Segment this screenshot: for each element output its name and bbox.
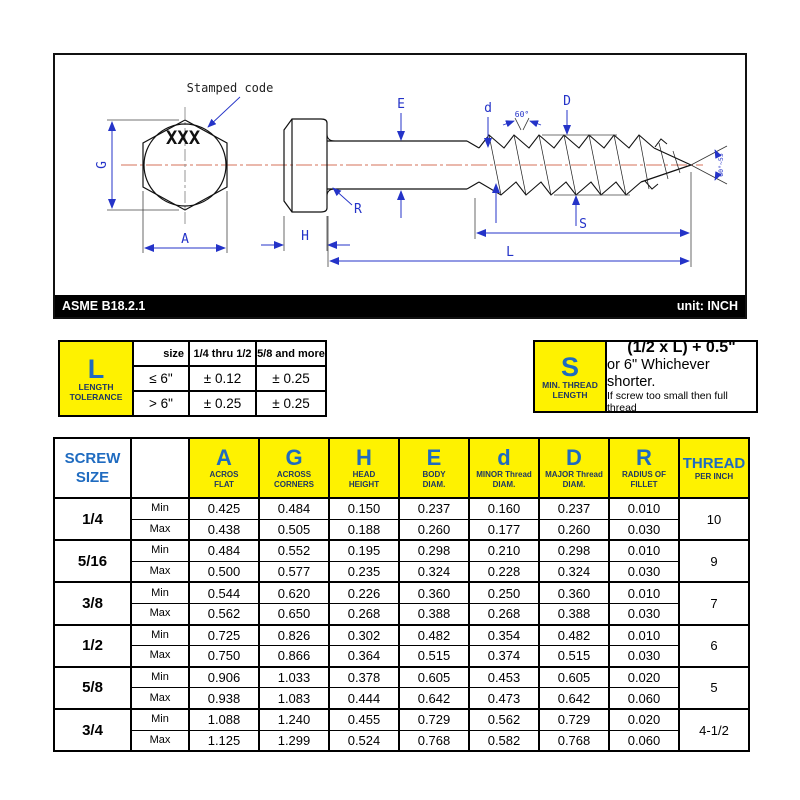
table-row: > 6" ± 0.25 ± 0.25 (59, 391, 326, 416)
thread-length-formula: (1/2 x L) + 0.5" (627, 338, 736, 356)
value-cell: 0.298 (539, 540, 609, 561)
value-cell: 0.642 (399, 688, 469, 709)
thread-angle-annotation (503, 110, 541, 130)
value-cell: 0.228 (469, 561, 539, 582)
max-label-cell: Max (131, 646, 189, 667)
value-cell: 0.505 (259, 519, 329, 540)
value-cell: 0.030 (609, 603, 679, 624)
spec-table (53, 437, 750, 752)
value-cell: 0.010 (609, 625, 679, 646)
screw-size-cell: 1/2 (54, 625, 131, 667)
table-row-min (54, 709, 749, 730)
svg-text:S: S (579, 217, 587, 232)
value-cell: 0.866 (259, 646, 329, 667)
min-thread-length-key: S MIN. THREAD LENGTH (535, 342, 607, 411)
value-cell: 0.177 (469, 519, 539, 540)
col-desc: ACROSS (276, 470, 312, 479)
lag-screw-diagram (55, 55, 745, 297)
value-cell: 0.250 (469, 582, 539, 603)
value-cell: 0.010 (609, 540, 679, 561)
table-row-max (54, 561, 749, 582)
value-cell: 0.577 (259, 561, 329, 582)
max-label-cell: Max (131, 730, 189, 751)
value-cell: 0.768 (399, 730, 469, 751)
value-cell: 0.374 (469, 646, 539, 667)
dimension-D (542, 94, 630, 226)
col-desc: RADIUS OF (622, 470, 666, 479)
value-cell: 0.195 (329, 540, 399, 561)
table-row-max (54, 730, 749, 751)
col-letter: E (426, 445, 442, 470)
table-row-min (54, 540, 749, 561)
col-desc: BODY (422, 470, 446, 479)
value-cell: 1.083 (259, 688, 329, 709)
value-cell: 1.125 (189, 730, 259, 751)
min-label-cell: Min (131, 625, 189, 646)
col-desc: MINOR Thread (476, 470, 532, 479)
threads-per-inch-cell: 7 (679, 582, 749, 624)
value-cell: 0.482 (539, 625, 609, 646)
threads-per-inch-cell: 10 (679, 498, 749, 540)
table-row-max (54, 603, 749, 624)
value-cell: 0.826 (259, 625, 329, 646)
value-cell: 0.500 (189, 561, 259, 582)
value-cell: 0.268 (469, 603, 539, 624)
value-cell: 0.260 (539, 519, 609, 540)
value-cell: 0.324 (539, 561, 609, 582)
unit-label: unit: INCH (676, 299, 738, 313)
value-cell: 0.030 (609, 646, 679, 667)
value-cell: 0.650 (259, 603, 329, 624)
value-cell: 0.378 (329, 667, 399, 688)
value-cell: 0.484 (259, 498, 329, 519)
value-cell: 0.642 (539, 688, 609, 709)
min-thread-length-rule: (1/2 x L) + 0.5" or 6" Whichever shorter. If screw too small then full thread (607, 338, 736, 415)
max-label-cell: Max (131, 561, 189, 582)
thread-header-line: PER INCH (694, 471, 734, 481)
dimension-R (333, 188, 362, 217)
value-cell: 0.453 (469, 667, 539, 688)
value-cell: 0.582 (469, 730, 539, 751)
dimension-H (261, 216, 350, 251)
col-desc: FILLET (630, 480, 658, 489)
spec-table-header (54, 438, 749, 498)
value-cell: 0.364 (329, 646, 399, 667)
col-letter: D (566, 445, 582, 470)
value-cell: 0.226 (329, 582, 399, 603)
col-desc: MAJOR Thread (545, 470, 603, 479)
value-cell: 0.060 (609, 730, 679, 751)
value-cell: 0.010 (609, 582, 679, 603)
value-cell: 0.260 (399, 519, 469, 540)
table-row-min (54, 667, 749, 688)
col-header-small-sizes: 1/4 thru 1/2 (189, 341, 256, 366)
table-row: ≤ 6" ± 0.12 ± 0.25 (59, 366, 326, 391)
col-header-H (329, 438, 399, 498)
table-row-min (54, 625, 749, 646)
value-cell: 0.010 (609, 498, 679, 519)
value-cell: 0.938 (189, 688, 259, 709)
col-letter: R (636, 445, 652, 470)
value-cell: 0.515 (399, 646, 469, 667)
table-row-min (54, 582, 749, 603)
col-desc: DIAM. (422, 480, 446, 489)
min-label-cell: Min (131, 540, 189, 561)
min-label-cell: Min (131, 709, 189, 730)
col-desc: HEIGHT (348, 480, 380, 489)
screw-size-cell: 5/16 (54, 540, 131, 582)
value-cell: 0.768 (539, 730, 609, 751)
threads-per-inch-cell: 6 (679, 625, 749, 667)
min-label-cell: Min (131, 498, 189, 519)
value-cell: 1.088 (189, 709, 259, 730)
value-cell: 0.552 (259, 540, 329, 561)
key-letter-L: L (87, 353, 105, 384)
svg-text:L: L (506, 245, 514, 260)
value-cell: 0.455 (329, 709, 399, 730)
col-letter: H (356, 445, 372, 470)
value-cell: 0.324 (399, 561, 469, 582)
table-row-max (54, 646, 749, 667)
spec-header-row (54, 438, 749, 498)
value-cell: 0.482 (399, 625, 469, 646)
col-desc: HEAD (352, 470, 376, 479)
value-cell: 0.210 (469, 540, 539, 561)
value-cell: 0.020 (609, 667, 679, 688)
stamp-text: XXX (165, 127, 201, 149)
col-header-thread-per-inch (679, 438, 749, 498)
value-cell: 0.237 (539, 498, 609, 519)
table-row-min (54, 498, 749, 519)
svg-text:H: H (301, 229, 309, 244)
value-cell: 0.515 (539, 646, 609, 667)
value-cell: 0.729 (539, 709, 609, 730)
col-header-minmax-blank (131, 438, 189, 498)
col-desc: DIAM. (562, 480, 586, 489)
screw-size-cell: 1/4 (54, 498, 131, 540)
svg-text:A: A (181, 232, 189, 247)
svg-text:E: E (397, 97, 405, 112)
key-letter-S: S (560, 351, 579, 382)
screw-size-header-line: SCREW (64, 450, 121, 467)
screw-size-cell: 3/8 (54, 582, 131, 624)
svg-text:d: d (484, 101, 492, 116)
value-cell: 0.725 (189, 625, 259, 646)
value-cell: 0.030 (609, 519, 679, 540)
svg-text:G: G (95, 161, 110, 169)
value-cell: 0.302 (329, 625, 399, 646)
value-cell: 1.033 (259, 667, 329, 688)
value-cell: 0.444 (329, 688, 399, 709)
length-tolerance-key: L LENGTH TOLERANCE (59, 341, 133, 416)
max-label-cell: Max (131, 688, 189, 709)
value-cell: 0.605 (539, 667, 609, 688)
value-cell: 0.473 (469, 688, 539, 709)
col-header-E (399, 438, 469, 498)
col-letter: A (216, 445, 232, 470)
threads-per-inch-cell: 5 (679, 667, 749, 709)
value-cell: 0.388 (539, 603, 609, 624)
drawing-footer-bar (55, 295, 745, 317)
col-header-screw-size (54, 438, 131, 498)
col-desc: ACROS (209, 470, 239, 479)
table-row-max (54, 688, 749, 709)
value-cell: 0.438 (189, 519, 259, 540)
col-letter: G (285, 445, 303, 470)
stamped-code-label: Stamped code (186, 81, 274, 95)
value-cell: 1.240 (259, 709, 329, 730)
value-cell: 0.020 (609, 709, 679, 730)
value-cell: 0.354 (469, 625, 539, 646)
value-cell: 0.160 (469, 498, 539, 519)
col-header-D (539, 438, 609, 498)
value-cell: 0.030 (609, 561, 679, 582)
value-cell: 1.299 (259, 730, 329, 751)
col-desc: CORNERS (273, 480, 314, 489)
value-cell: 0.544 (189, 582, 259, 603)
value-cell: 0.750 (189, 646, 259, 667)
value-cell: 0.360 (399, 582, 469, 603)
value-cell: 0.298 (399, 540, 469, 561)
col-header-large-sizes: 5/8 and more (256, 341, 326, 366)
value-cell: 0.562 (469, 709, 539, 730)
svg-text:R: R (354, 202, 362, 217)
value-cell: 0.620 (259, 582, 329, 603)
value-cell: 0.524 (329, 730, 399, 751)
col-desc: FLAT (214, 480, 234, 489)
value-cell: 0.484 (189, 540, 259, 561)
max-label-cell: Max (131, 519, 189, 540)
value-cell: 0.235 (329, 561, 399, 582)
value-cell: 0.268 (329, 603, 399, 624)
value-cell: 0.360 (539, 582, 609, 603)
value-cell: 0.906 (189, 667, 259, 688)
value-cell: 0.150 (329, 498, 399, 519)
min-label-cell: Min (131, 667, 189, 688)
value-cell: 0.388 (399, 603, 469, 624)
stamped-code-leader (208, 97, 240, 127)
threads-per-inch-cell: 4-1/2 (679, 709, 749, 751)
dimension-E (397, 97, 405, 218)
col-header-d (469, 438, 539, 498)
min-thread-length-box (533, 340, 758, 413)
value-cell: 0.188 (329, 519, 399, 540)
svg-text:D: D (563, 94, 571, 109)
value-cell: 0.237 (399, 498, 469, 519)
col-header-R (609, 438, 679, 498)
length-tolerance-table (58, 340, 327, 417)
standard-name: ASME B18.2.1 (62, 299, 146, 313)
screw-size-header-line: SIZE (75, 469, 110, 486)
col-header-G (259, 438, 329, 498)
value-cell: 0.060 (609, 688, 679, 709)
screw-size-cell: 5/8 (54, 667, 131, 709)
threads-per-inch-cell: 9 (679, 540, 749, 582)
thread-header-line: THREAD (682, 454, 746, 472)
engineering-drawing (53, 53, 747, 319)
col-header-A (189, 438, 259, 498)
value-cell: 0.562 (189, 603, 259, 624)
max-label-cell: Max (131, 603, 189, 624)
value-cell: 0.425 (189, 498, 259, 519)
min-label-cell: Min (131, 582, 189, 603)
spec-table-body (54, 498, 749, 751)
value-cell: 0.605 (399, 667, 469, 688)
value-cell: 0.729 (399, 709, 469, 730)
table-row-max (54, 519, 749, 540)
screw-size-cell: 3/4 (54, 709, 131, 751)
col-desc: DIAM. (492, 480, 516, 489)
col-letter: d (497, 445, 511, 470)
svg-text:60°~55: 60°~55 (717, 153, 725, 177)
col-header-size: size (133, 341, 189, 366)
dimension-L (328, 216, 689, 267)
svg-text:60°: 60° (514, 110, 530, 119)
